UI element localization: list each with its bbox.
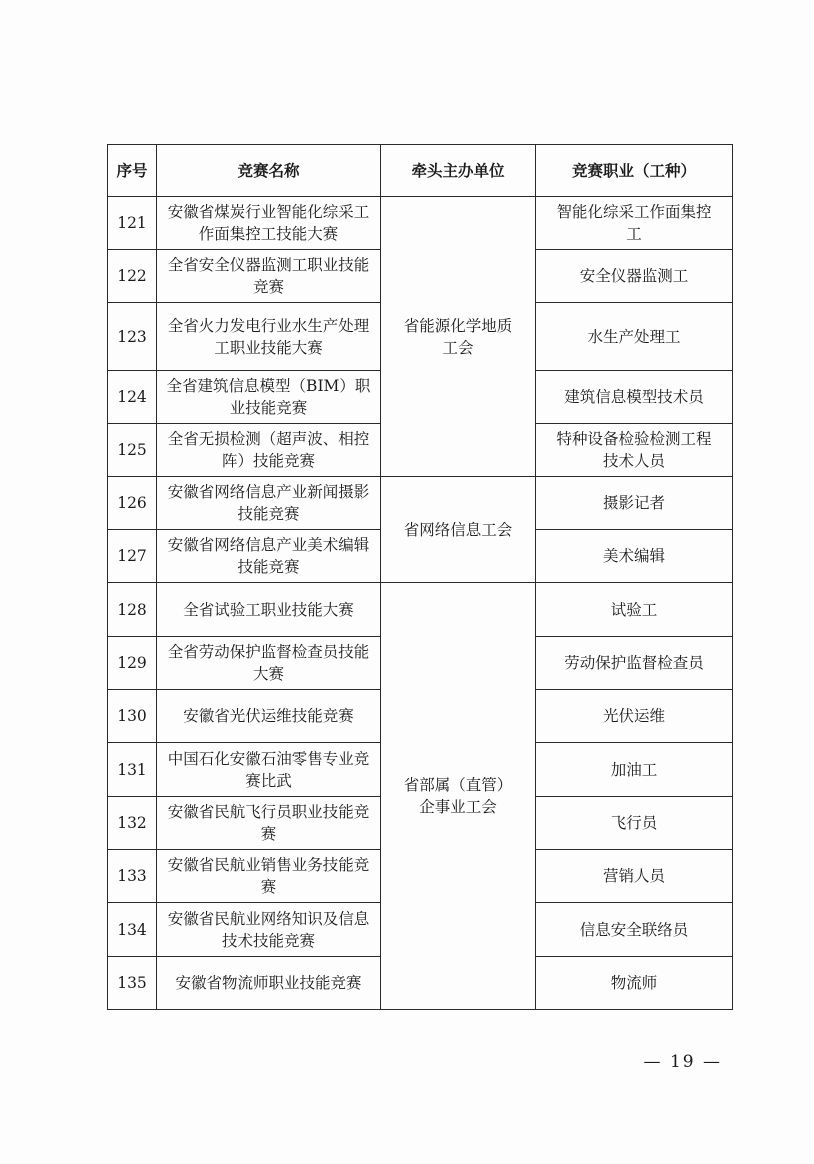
table-header-row [108,145,733,197]
row-number: 124 [108,371,157,424]
table-row [108,197,733,250]
row-number: 123 [108,303,157,371]
row-number: 126 [108,477,157,530]
row-number: 130 [108,690,157,743]
occupation: 特种设备检验检测工程技术人员 [536,424,733,477]
row-number: 134 [108,903,157,957]
table-body [108,197,733,1010]
contest-name: 全省劳动保护监督检查员技能大赛 [157,637,381,690]
contest-name: 安徽省网络信息产业美术编辑技能竞赛 [157,530,381,583]
occupation: 水生产处理工 [536,303,733,371]
organizer-cell: 省能源化学地质工会 [381,197,536,477]
organizer-cell: 省部属（直管）企事业工会 [381,583,536,1010]
row-number: 129 [108,637,157,690]
occupation: 美术编辑 [536,530,733,583]
contest-name: 全省试验工职业技能大赛 [157,583,381,637]
row-number: 127 [108,530,157,583]
contest-table [107,144,733,1010]
occupation: 智能化综采工作面集控工 [536,197,733,250]
contest-name: 安徽省物流师职业技能竞赛 [157,957,381,1010]
occupation: 营销人员 [536,850,733,903]
occupation: 信息安全联络员 [536,903,733,957]
header-occupation: 竞赛职业（工种） [536,145,733,197]
row-number: 135 [108,957,157,1010]
organizer-cell: 省网络信息工会 [381,477,536,583]
contest-name: 安徽省民航业销售业务技能竞赛 [157,850,381,903]
occupation: 物流师 [536,957,733,1010]
occupation: 试验工 [536,583,733,637]
occupation: 加油工 [536,743,733,797]
header-organizer: 牵头主办单位 [381,145,536,197]
contest-name: 安徽省煤炭行业智能化综采工作面集控工技能大赛 [157,197,381,250]
contest-name: 全省无损检测（超声波、相控阵）技能竞赛 [157,424,381,477]
table-row [108,477,733,530]
contest-name: 全省建筑信息模型（BIM）职业技能竞赛 [157,371,381,424]
contest-name: 安徽省光伏运维技能竞赛 [157,690,381,743]
occupation: 飞行员 [536,797,733,850]
row-number: 125 [108,424,157,477]
row-number: 132 [108,797,157,850]
row-number: 133 [108,850,157,903]
occupation: 劳动保护监督检查员 [536,637,733,690]
row-number: 131 [108,743,157,797]
occupation: 安全仪器监测工 [536,250,733,303]
row-number: 128 [108,583,157,637]
contest-name: 安徽省民航业网络知识及信息技术技能竞赛 [157,903,381,957]
occupation: 建筑信息模型技术员 [536,371,733,424]
header-num: 序号 [108,145,157,197]
contest-name: 安徽省网络信息产业新闻摄影技能竞赛 [157,477,381,530]
row-number: 121 [108,197,157,250]
header-name: 竞赛名称 [157,145,381,197]
contest-name: 中国石化安徽石油零售专业竞赛比武 [157,743,381,797]
page-number: — 19 — [643,1052,722,1072]
occupation: 光伏运维 [536,690,733,743]
row-number: 122 [108,250,157,303]
contest-name: 安徽省民航飞行员职业技能竞赛 [157,797,381,850]
table-row [108,583,733,637]
contest-name: 全省安全仪器监测工职业技能竞赛 [157,250,381,303]
occupation: 摄影记者 [536,477,733,530]
contest-name: 全省火力发电行业水生产处理工职业技能大赛 [157,303,381,371]
